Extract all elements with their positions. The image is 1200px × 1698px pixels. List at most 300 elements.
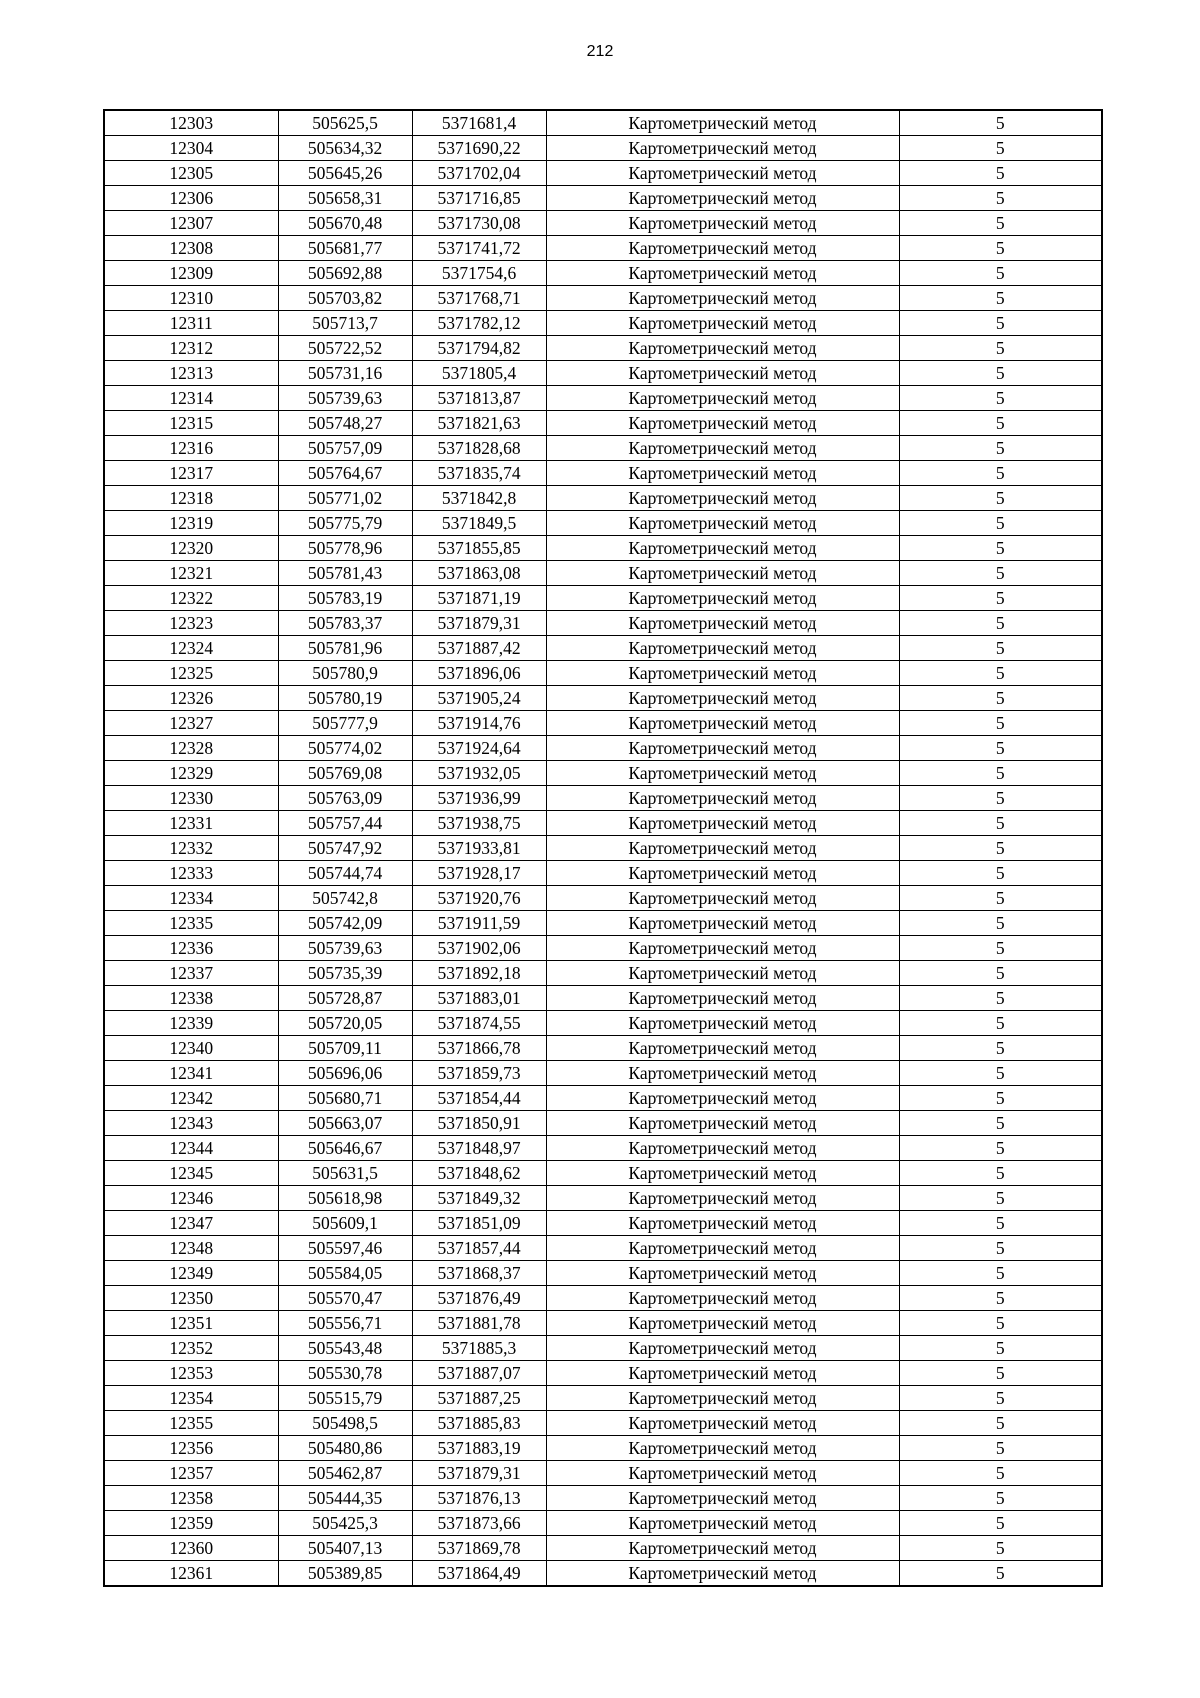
- table-row: [104, 211, 1102, 236]
- x-coordinate-cell: 505407,13: [278, 1536, 412, 1561]
- accuracy-cell: 5: [899, 686, 1102, 711]
- point-number-cell: 12314: [104, 386, 278, 411]
- table-row: [104, 1286, 1102, 1311]
- x-coordinate-cell: 505744,74: [278, 861, 412, 886]
- method-cell: Картометрический метод: [546, 286, 899, 311]
- method-cell: Картометрический метод: [546, 1436, 899, 1461]
- x-coordinate-cell: 505570,47: [278, 1286, 412, 1311]
- y-coordinate-cell: 5371859,73: [412, 1061, 546, 1086]
- point-number-cell: 12355: [104, 1411, 278, 1436]
- table-row: [104, 586, 1102, 611]
- accuracy-cell: 5: [899, 536, 1102, 561]
- accuracy-cell: 5: [899, 911, 1102, 936]
- method-cell: Картометрический метод: [546, 661, 899, 686]
- table-row: [104, 761, 1102, 786]
- x-coordinate-cell: 505783,37: [278, 611, 412, 636]
- method-cell: Картометрический метод: [546, 261, 899, 286]
- y-coordinate-cell: 5371885,3: [412, 1336, 546, 1361]
- table-row: [104, 1186, 1102, 1211]
- method-cell: Картометрический метод: [546, 1236, 899, 1261]
- y-coordinate-cell: 5371868,37: [412, 1261, 546, 1286]
- method-cell: Картометрический метод: [546, 1461, 899, 1486]
- method-cell: Картометрический метод: [546, 311, 899, 336]
- method-cell: Картометрический метод: [546, 1386, 899, 1411]
- x-coordinate-cell: 505609,1: [278, 1211, 412, 1236]
- method-cell: Картометрический метод: [546, 1036, 899, 1061]
- accuracy-cell: 5: [899, 161, 1102, 186]
- table-row: [104, 110, 1102, 136]
- y-coordinate-cell: 5371933,81: [412, 836, 546, 861]
- table-row: [104, 1561, 1102, 1587]
- accuracy-cell: 5: [899, 1061, 1102, 1086]
- table-row: [104, 1336, 1102, 1361]
- accuracy-cell: 5: [899, 186, 1102, 211]
- y-coordinate-cell: 5371754,6: [412, 261, 546, 286]
- x-coordinate-cell: 505780,9: [278, 661, 412, 686]
- x-coordinate-cell: 505742,09: [278, 911, 412, 936]
- table-row: [104, 336, 1102, 361]
- accuracy-cell: 5: [899, 1386, 1102, 1411]
- y-coordinate-cell: 5371887,25: [412, 1386, 546, 1411]
- y-coordinate-cell: 5371924,64: [412, 736, 546, 761]
- accuracy-cell: 5: [899, 561, 1102, 586]
- point-number-cell: 12347: [104, 1211, 278, 1236]
- point-number-cell: 12352: [104, 1336, 278, 1361]
- y-coordinate-cell: 5371864,49: [412, 1561, 546, 1587]
- point-number-cell: 12316: [104, 436, 278, 461]
- x-coordinate-cell: 505597,46: [278, 1236, 412, 1261]
- y-coordinate-cell: 5371879,31: [412, 1461, 546, 1486]
- point-number-cell: 12335: [104, 911, 278, 936]
- y-coordinate-cell: 5371805,4: [412, 361, 546, 386]
- x-coordinate-cell: 505778,96: [278, 536, 412, 561]
- point-number-cell: 12359: [104, 1511, 278, 1536]
- x-coordinate-cell: 505444,35: [278, 1486, 412, 1511]
- point-number-cell: 12345: [104, 1161, 278, 1186]
- x-coordinate-cell: 505780,19: [278, 686, 412, 711]
- method-cell: Картометрический метод: [546, 186, 899, 211]
- y-coordinate-cell: 5371866,78: [412, 1036, 546, 1061]
- accuracy-cell: 5: [899, 1086, 1102, 1111]
- table-row: [104, 161, 1102, 186]
- x-coordinate-cell: 505735,39: [278, 961, 412, 986]
- point-number-cell: 12325: [104, 661, 278, 686]
- x-coordinate-cell: 505631,5: [278, 1161, 412, 1186]
- table-row: [104, 461, 1102, 486]
- x-coordinate-cell: 505781,96: [278, 636, 412, 661]
- x-coordinate-cell: 505696,06: [278, 1061, 412, 1086]
- x-coordinate-cell: 505692,88: [278, 261, 412, 286]
- accuracy-cell: 5: [899, 1161, 1102, 1186]
- x-coordinate-cell: 505742,8: [278, 886, 412, 911]
- x-coordinate-cell: 505625,5: [278, 110, 412, 136]
- point-number-cell: 12341: [104, 1061, 278, 1086]
- method-cell: Картометрический метод: [546, 1486, 899, 1511]
- point-number-cell: 12326: [104, 686, 278, 711]
- method-cell: Картометрический метод: [546, 1136, 899, 1161]
- table-row: [104, 1361, 1102, 1386]
- accuracy-cell: 5: [899, 811, 1102, 836]
- point-number-cell: 12353: [104, 1361, 278, 1386]
- method-cell: Картометрический метод: [546, 1261, 899, 1286]
- y-coordinate-cell: 5371876,13: [412, 1486, 546, 1511]
- table-row: [104, 886, 1102, 911]
- y-coordinate-cell: 5371869,78: [412, 1536, 546, 1561]
- point-number-cell: 12354: [104, 1386, 278, 1411]
- accuracy-cell: 5: [899, 136, 1102, 161]
- table-row: [104, 1236, 1102, 1261]
- x-coordinate-cell: 505763,09: [278, 786, 412, 811]
- accuracy-cell: 5: [899, 836, 1102, 861]
- x-coordinate-cell: 505681,77: [278, 236, 412, 261]
- x-coordinate-cell: 505757,09: [278, 436, 412, 461]
- method-cell: Картометрический метод: [546, 511, 899, 536]
- accuracy-cell: 5: [899, 486, 1102, 511]
- method-cell: Картометрический метод: [546, 1186, 899, 1211]
- y-coordinate-cell: 5371874,55: [412, 1011, 546, 1036]
- y-coordinate-cell: 5371857,44: [412, 1236, 546, 1261]
- point-number-cell: 12342: [104, 1086, 278, 1111]
- point-number-cell: 12337: [104, 961, 278, 986]
- method-cell: Картометрический метод: [546, 586, 899, 611]
- coordinates-table: [103, 109, 1103, 1587]
- y-coordinate-cell: 5371887,07: [412, 1361, 546, 1386]
- point-number-cell: 12318: [104, 486, 278, 511]
- table-row: [104, 811, 1102, 836]
- point-number-cell: 12306: [104, 186, 278, 211]
- point-number-cell: 12348: [104, 1236, 278, 1261]
- x-coordinate-cell: 505543,48: [278, 1336, 412, 1361]
- point-number-cell: 12308: [104, 236, 278, 261]
- table-row: [104, 686, 1102, 711]
- point-number-cell: 12336: [104, 936, 278, 961]
- y-coordinate-cell: 5371835,74: [412, 461, 546, 486]
- y-coordinate-cell: 5371828,68: [412, 436, 546, 461]
- table-row: [104, 1511, 1102, 1536]
- table-row: [104, 986, 1102, 1011]
- x-coordinate-cell: 505670,48: [278, 211, 412, 236]
- method-cell: Картометрический метод: [546, 361, 899, 386]
- point-number-cell: 12358: [104, 1486, 278, 1511]
- accuracy-cell: 5: [899, 1411, 1102, 1436]
- x-coordinate-cell: 505764,67: [278, 461, 412, 486]
- table-row: [104, 1461, 1102, 1486]
- x-coordinate-cell: 505556,71: [278, 1311, 412, 1336]
- method-cell: Картометрический метод: [546, 886, 899, 911]
- x-coordinate-cell: 505739,63: [278, 936, 412, 961]
- accuracy-cell: 5: [899, 1286, 1102, 1311]
- method-cell: Картометрический метод: [546, 811, 899, 836]
- point-number-cell: 12356: [104, 1436, 278, 1461]
- accuracy-cell: 5: [899, 211, 1102, 236]
- method-cell: Картометрический метод: [546, 336, 899, 361]
- table-row: [104, 736, 1102, 761]
- method-cell: Картометрический метод: [546, 736, 899, 761]
- accuracy-cell: 5: [899, 236, 1102, 261]
- x-coordinate-cell: 505777,9: [278, 711, 412, 736]
- y-coordinate-cell: 5371768,71: [412, 286, 546, 311]
- table-row: [104, 136, 1102, 161]
- accuracy-cell: 5: [899, 761, 1102, 786]
- y-coordinate-cell: 5371851,09: [412, 1211, 546, 1236]
- table-row: [104, 711, 1102, 736]
- x-coordinate-cell: 505757,44: [278, 811, 412, 836]
- accuracy-cell: 5: [899, 336, 1102, 361]
- point-number-cell: 12323: [104, 611, 278, 636]
- point-number-cell: 12361: [104, 1561, 278, 1587]
- accuracy-cell: 5: [899, 1261, 1102, 1286]
- point-number-cell: 12333: [104, 861, 278, 886]
- x-coordinate-cell: 505634,32: [278, 136, 412, 161]
- accuracy-cell: 5: [899, 636, 1102, 661]
- accuracy-cell: 5: [899, 961, 1102, 986]
- y-coordinate-cell: 5371902,06: [412, 936, 546, 961]
- point-number-cell: 12349: [104, 1261, 278, 1286]
- accuracy-cell: 5: [899, 261, 1102, 286]
- table-row: [104, 786, 1102, 811]
- table-row: [104, 186, 1102, 211]
- x-coordinate-cell: 505739,63: [278, 386, 412, 411]
- accuracy-cell: 5: [899, 411, 1102, 436]
- point-number-cell: 12303: [104, 110, 278, 136]
- method-cell: Картометрический метод: [546, 986, 899, 1011]
- point-number-cell: 12346: [104, 1186, 278, 1211]
- point-number-cell: 12344: [104, 1136, 278, 1161]
- x-coordinate-cell: 505618,98: [278, 1186, 412, 1211]
- method-cell: Картометрический метод: [546, 961, 899, 986]
- point-number-cell: 12330: [104, 786, 278, 811]
- accuracy-cell: 5: [899, 461, 1102, 486]
- table-row: [104, 836, 1102, 861]
- accuracy-cell: 5: [899, 110, 1102, 136]
- accuracy-cell: 5: [899, 361, 1102, 386]
- table-row: [104, 236, 1102, 261]
- table-row: [104, 386, 1102, 411]
- y-coordinate-cell: 5371873,66: [412, 1511, 546, 1536]
- table-row: [104, 361, 1102, 386]
- method-cell: Картометрический метод: [546, 1561, 899, 1587]
- table-row: [104, 1161, 1102, 1186]
- table-row: [104, 1011, 1102, 1036]
- table-row: [104, 961, 1102, 986]
- table-row: [104, 611, 1102, 636]
- y-coordinate-cell: 5371794,82: [412, 336, 546, 361]
- method-cell: Картометрический метод: [546, 110, 899, 136]
- accuracy-cell: 5: [899, 1511, 1102, 1536]
- accuracy-cell: 5: [899, 1336, 1102, 1361]
- y-coordinate-cell: 5371938,75: [412, 811, 546, 836]
- y-coordinate-cell: 5371855,85: [412, 536, 546, 561]
- point-number-cell: 12334: [104, 886, 278, 911]
- table-row: [104, 1111, 1102, 1136]
- page-number: 212: [586, 43, 614, 60]
- table-row: [104, 1411, 1102, 1436]
- y-coordinate-cell: 5371920,76: [412, 886, 546, 911]
- accuracy-cell: 5: [899, 311, 1102, 336]
- table-row: [104, 311, 1102, 336]
- accuracy-cell: 5: [899, 286, 1102, 311]
- point-number-cell: 12329: [104, 761, 278, 786]
- table-row: [104, 1536, 1102, 1561]
- table-row: [104, 661, 1102, 686]
- point-number-cell: 12339: [104, 1011, 278, 1036]
- accuracy-cell: 5: [899, 1561, 1102, 1587]
- method-cell: Картометрический метод: [546, 236, 899, 261]
- point-number-cell: 12331: [104, 811, 278, 836]
- accuracy-cell: 5: [899, 586, 1102, 611]
- x-coordinate-cell: 505731,16: [278, 361, 412, 386]
- x-coordinate-cell: 505728,87: [278, 986, 412, 1011]
- table-row: [104, 1211, 1102, 1236]
- accuracy-cell: 5: [899, 1186, 1102, 1211]
- accuracy-cell: 5: [899, 1136, 1102, 1161]
- accuracy-cell: 5: [899, 436, 1102, 461]
- accuracy-cell: 5: [899, 1211, 1102, 1236]
- table-row: [104, 536, 1102, 561]
- x-coordinate-cell: 505658,31: [278, 186, 412, 211]
- y-coordinate-cell: 5371850,91: [412, 1111, 546, 1136]
- x-coordinate-cell: 505703,82: [278, 286, 412, 311]
- x-coordinate-cell: 505480,86: [278, 1436, 412, 1461]
- table-body: [104, 110, 1102, 1586]
- point-number-cell: 12327: [104, 711, 278, 736]
- accuracy-cell: 5: [899, 736, 1102, 761]
- y-coordinate-cell: 5371813,87: [412, 386, 546, 411]
- x-coordinate-cell: 505645,26: [278, 161, 412, 186]
- method-cell: Картометрический метод: [546, 1336, 899, 1361]
- y-coordinate-cell: 5371883,19: [412, 1436, 546, 1461]
- point-number-cell: 12309: [104, 261, 278, 286]
- method-cell: Картометрический метод: [546, 1011, 899, 1036]
- method-cell: Картометрический метод: [546, 1161, 899, 1186]
- point-number-cell: 12317: [104, 461, 278, 486]
- y-coordinate-cell: 5371883,01: [412, 986, 546, 1011]
- point-number-cell: 12332: [104, 836, 278, 861]
- method-cell: Картометрический метод: [546, 1536, 899, 1561]
- x-coordinate-cell: 505680,71: [278, 1086, 412, 1111]
- point-number-cell: 12350: [104, 1286, 278, 1311]
- method-cell: Картометрический метод: [546, 1286, 899, 1311]
- method-cell: Картометрический метод: [546, 936, 899, 961]
- accuracy-cell: 5: [899, 711, 1102, 736]
- y-coordinate-cell: 5371863,08: [412, 561, 546, 586]
- x-coordinate-cell: 505389,85: [278, 1561, 412, 1587]
- y-coordinate-cell: 5371849,5: [412, 511, 546, 536]
- point-number-cell: 12312: [104, 336, 278, 361]
- accuracy-cell: 5: [899, 1011, 1102, 1036]
- point-number-cell: 12310: [104, 286, 278, 311]
- accuracy-cell: 5: [899, 1036, 1102, 1061]
- x-coordinate-cell: 505584,05: [278, 1261, 412, 1286]
- x-coordinate-cell: 505515,79: [278, 1386, 412, 1411]
- method-cell: Картометрический метод: [546, 536, 899, 561]
- table-row: [104, 286, 1102, 311]
- accuracy-cell: 5: [899, 986, 1102, 1011]
- x-coordinate-cell: 505713,7: [278, 311, 412, 336]
- accuracy-cell: 5: [899, 1111, 1102, 1136]
- point-number-cell: 12320: [104, 536, 278, 561]
- point-number-cell: 12307: [104, 211, 278, 236]
- method-cell: Картометрический метод: [546, 161, 899, 186]
- method-cell: Картометрический метод: [546, 1111, 899, 1136]
- point-number-cell: 12319: [104, 511, 278, 536]
- point-number-cell: 12340: [104, 1036, 278, 1061]
- method-cell: Картометрический метод: [546, 1411, 899, 1436]
- accuracy-cell: 5: [899, 511, 1102, 536]
- method-cell: Картометрический метод: [546, 461, 899, 486]
- x-coordinate-cell: 505498,5: [278, 1411, 412, 1436]
- y-coordinate-cell: 5371928,17: [412, 861, 546, 886]
- y-coordinate-cell: 5371690,22: [412, 136, 546, 161]
- point-number-cell: 12311: [104, 311, 278, 336]
- method-cell: Картометрический метод: [546, 1086, 899, 1111]
- accuracy-cell: 5: [899, 936, 1102, 961]
- method-cell: Картометрический метод: [546, 561, 899, 586]
- y-coordinate-cell: 5371702,04: [412, 161, 546, 186]
- table-row: [104, 1386, 1102, 1411]
- point-number-cell: 12357: [104, 1461, 278, 1486]
- method-cell: Картометрический метод: [546, 911, 899, 936]
- point-number-cell: 12304: [104, 136, 278, 161]
- x-coordinate-cell: 505663,07: [278, 1111, 412, 1136]
- accuracy-cell: 5: [899, 1436, 1102, 1461]
- method-cell: Картометрический метод: [546, 861, 899, 886]
- y-coordinate-cell: 5371871,19: [412, 586, 546, 611]
- table-row: [104, 1136, 1102, 1161]
- point-number-cell: 12328: [104, 736, 278, 761]
- table-row: [104, 1311, 1102, 1336]
- method-cell: Картометрический метод: [546, 486, 899, 511]
- y-coordinate-cell: 5371887,42: [412, 636, 546, 661]
- point-number-cell: 12321: [104, 561, 278, 586]
- y-coordinate-cell: 5371936,99: [412, 786, 546, 811]
- method-cell: Картометрический метод: [546, 211, 899, 236]
- y-coordinate-cell: 5371730,08: [412, 211, 546, 236]
- x-coordinate-cell: 505783,19: [278, 586, 412, 611]
- y-coordinate-cell: 5371741,72: [412, 236, 546, 261]
- x-coordinate-cell: 505646,67: [278, 1136, 412, 1161]
- table-row: [104, 486, 1102, 511]
- accuracy-cell: 5: [899, 1461, 1102, 1486]
- x-coordinate-cell: 505781,43: [278, 561, 412, 586]
- y-coordinate-cell: 5371848,62: [412, 1161, 546, 1186]
- accuracy-cell: 5: [899, 1486, 1102, 1511]
- x-coordinate-cell: 505748,27: [278, 411, 412, 436]
- method-cell: Картометрический метод: [546, 761, 899, 786]
- x-coordinate-cell: 505462,87: [278, 1461, 412, 1486]
- method-cell: Картометрический метод: [546, 686, 899, 711]
- accuracy-cell: 5: [899, 1361, 1102, 1386]
- y-coordinate-cell: 5371914,76: [412, 711, 546, 736]
- table-row: [104, 511, 1102, 536]
- y-coordinate-cell: 5371854,44: [412, 1086, 546, 1111]
- method-cell: Картометрический метод: [546, 386, 899, 411]
- method-cell: Картометрический метод: [546, 1511, 899, 1536]
- table-row: [104, 1261, 1102, 1286]
- y-coordinate-cell: 5371876,49: [412, 1286, 546, 1311]
- y-coordinate-cell: 5371911,59: [412, 911, 546, 936]
- table-row: [104, 1486, 1102, 1511]
- method-cell: Картометрический метод: [546, 1061, 899, 1086]
- point-number-cell: 12351: [104, 1311, 278, 1336]
- y-coordinate-cell: 5371932,05: [412, 761, 546, 786]
- y-coordinate-cell: 5371848,97: [412, 1136, 546, 1161]
- y-coordinate-cell: 5371879,31: [412, 611, 546, 636]
- x-coordinate-cell: 505530,78: [278, 1361, 412, 1386]
- x-coordinate-cell: 505747,92: [278, 836, 412, 861]
- accuracy-cell: 5: [899, 861, 1102, 886]
- table-row: [104, 861, 1102, 886]
